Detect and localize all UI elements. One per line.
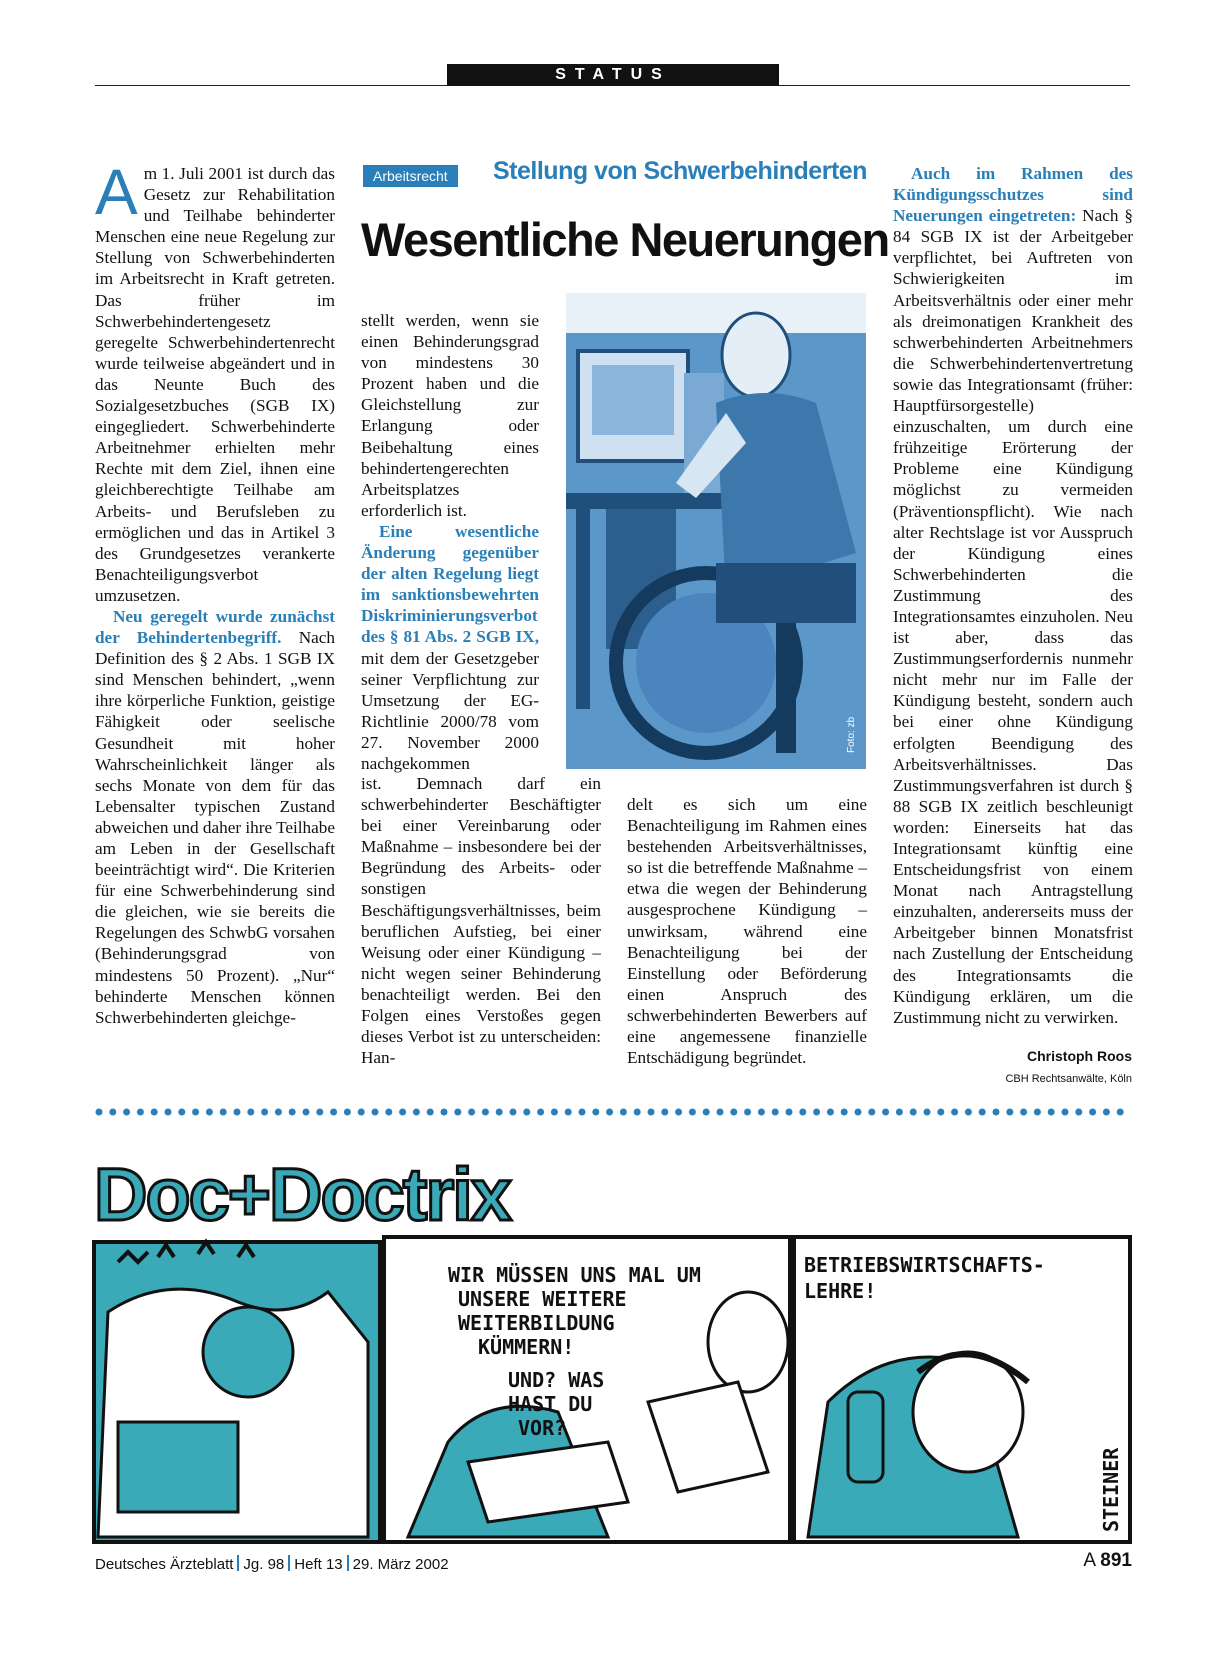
lead-in-highlight: Neu geregelt wurde zunächst der Behindertenbegriff.	[95, 606, 335, 648]
text-column-2-lower	[361, 773, 601, 1068]
paragraph-text: delt es sich um eine Benachteiligung im Rahmen eines bestehenden Arbeitsverhältnisses, so ist die betreffende Maßnahme – etwa die wegen der Behinderung ausgesprochene Kündigung – unwirksam, während eine Benachteiligung bei der Einstellung oder Beförderung einen Anspruch des schwerbehinderten Bewerbers auf eine angemessene finanzielle Entschädigung begründet.	[627, 795, 867, 1068]
dotted-separator	[95, 1107, 1130, 1117]
footer-separator	[237, 1555, 239, 1571]
footer-separator	[288, 1555, 290, 1571]
footer-citation	[95, 1555, 449, 1573]
text-column-2	[361, 310, 539, 774]
speech-bubble-line: UNSERE WEITERE	[458, 1287, 627, 1311]
text-column-4	[893, 163, 1133, 1028]
section-label: STATUS	[447, 64, 779, 86]
cartoon-panel-2	[384, 1237, 790, 1542]
issue-date: 29. März 2002	[352, 1556, 449, 1573]
author-name: Christoph Roos	[1027, 1048, 1132, 1064]
speech-bubble-line: WEITERBILDUNG	[458, 1311, 615, 1335]
kicker-title: Stellung von Schwerbehinderten	[493, 157, 867, 185]
article-title: Wesentliche Neuerungen	[361, 213, 889, 266]
text-column-1	[95, 156, 335, 1028]
volume: Jg. 98	[243, 1556, 285, 1573]
speech-bubble-line: HAST DU	[508, 1392, 593, 1416]
issue: Heft 13	[294, 1556, 343, 1573]
page-number	[1083, 1550, 1132, 1572]
speech-bubble-line: KÜMMERN!	[478, 1335, 575, 1359]
author-affiliation: CBH Rechtsanwälte, Köln	[1005, 1073, 1132, 1085]
speech-bubble-line: UND? WAS	[508, 1368, 605, 1392]
journal-name: Deutsches Ärzteblatt	[95, 1556, 234, 1573]
speech-bubble-line: WIR MÜSSEN UNS MAL UM	[448, 1263, 701, 1287]
speech-bubble-line: BETRIEBSWIRTSCHAFTS-	[804, 1253, 1045, 1277]
lead-in-highlight: Eine wesentliche Änderung gegenüber der alten Regelung liegt im sanktionsbewehrten Diskriminierungsverbot des § 81 Abs. 2 SGB IX,	[361, 521, 539, 647]
intro-paragraph: m 1. Juli 2001 ist durch das Gesetz zur Rehabilitation und Teilhabe behinderter Menschen eine neue Regelung zur Stellung von Schwerbehinderten im Arbeitsrecht in Kraft getreten. Das früher im Schwerbehindertengesetz geregelte Schwerbehindertenrecht wurde teilweise abgeändert und in das Neunte Buch des Sozialgesetzbuches (SGB IX) eingegliedert. Schwerbehinderte Arbeitnehmer erhielten mehr Rechte mit dem Ziel, ihnen eine gleichberechtigte Teilhabe am Arbeits- und Berufsleben zu ermöglichen und das in Artikel 3 des Grundgesetzes verankerte Benachteiligungsverbot umzusetzen.	[95, 164, 335, 605]
paragraph-text: Nach § 84 SGB IX ist der Arbeitgeber verpflichtet, bei Auftreten von Schwierigkeiten im Arbeitsverhältnis oder einer mehr als dreimonatigen Krankheit des schwerbehinderten Arbeitnehmers die Schwerbehindertenvertretung sowie das Integrationsamt (früher: Hauptfürsorgestelle) einzuschalten, um durch eine frühzeitige Erörterung der Probleme eine Kündigung möglichst zu vermeiden (Präventionspflicht). Wie nach alter Rechtslage ist vor Ausspruch der Kündigung eines Schwerbehinderten die Zustimmung des Integrationsamtes einzuholen. Neu ist aber, dass das Zustimmungserfordernis nunmehr nicht mehr nur im Falle der Kündigung besteht, sondern auch bei einer ohne Kündigung erfolgten Beendigung des Arbeitsverhältnisses. Das Zustimmungsverfahren ist durch § 88 SGB IX zeitlich beschleunigt worden: Einerseits hat das Integrationsamt künftig eine Entscheidungsfrist von einem Monat nach Antragstellung einzuhalten, andererseits muss der Arbeitgeber binnen Monatsfrist nach Zustellung der Entscheidung des Integrationsamts die Kündigung erklären, um die Zustimmung nicht zu verwirken.	[893, 206, 1134, 1027]
photo-credit: Foto: zb	[846, 716, 857, 753]
cartoon-title: Doc+Doctrix	[94, 1153, 510, 1236]
paragraph-text: mit dem der Gesetzgeber seiner Verpflichtung zur Umsetzung der EG-Richtlinie 2000/78 vom 27. November 2000 nachgekommen	[361, 648, 539, 773]
lead-in-highlight: Auch im Rahmen des Kündigungsschutzes sind Neuerungen eingetreten:	[893, 164, 1133, 226]
footer-separator	[347, 1555, 349, 1571]
page-prefix: A	[1083, 1550, 1096, 1571]
rubric-badge: Arbeitsrecht	[363, 165, 458, 187]
speech-bubble-line: VOR?	[518, 1416, 567, 1440]
cartoonist-signature: STEINER	[1099, 1447, 1123, 1532]
cartoon-strip	[88, 1142, 1136, 1552]
cartoon-panel-1	[94, 1242, 380, 1542]
text-column-3	[627, 794, 867, 1068]
page-number-value: 891	[1100, 1550, 1132, 1571]
cartoon-panel-3	[794, 1237, 1130, 1542]
speech-bubble-line: LEHRE!	[804, 1279, 877, 1303]
paragraph-text: stellt werden, wenn sie einen Behinderungsgrad von mindestens 30 Prozent haben und die Gleichstellung zur Erlangung oder Beibehaltung eines behindertengerechten Arbeitsplatzes erforderlich ist.	[361, 311, 539, 520]
paragraph-text: Nach Definition des § 2 Abs. 1 SGB IX sind Menschen behindert, „wenn ihre körperliche Funktion, geistige Fähigkeit oder seelische Gesundheit mit hoher Wahrscheinlichkeit länger als sechs Monate von dem für das Lebensalter typischen Zustand abweichen und daher ihre Teilhabe am Leben in der Gesellschaft beeinträchtigt wird“. Die Kriterien für eine Schwerbehinderung sind die gleichen, wie sie bereits die Regelungen des SchwbG vorsahen (Behinderungsgrad von mindestens 50 Prozent). „Nur“ behinderte Menschen können Schwerbehinderten gleichge-	[95, 628, 335, 1027]
paragraph-text: ist. Demnach darf ein schwerbehinderter Beschäftigter bei einer Vereinbarung oder Maßnahme – insbesondere bei der Begründung des Arbeits- oder sonstigen Beschäftigungsverhältnisses, beim beruflichen Aufstieg, bei einer Weisung oder einer Kündigung – nicht wegen seiner Behinderung benachteiligt werden. Bei den Folgen eines Verstoßes gegen dieses Verbot ist zu unterscheiden: Han-	[361, 774, 601, 1068]
photo-wheelchair-user-at-computer	[566, 293, 866, 769]
drop-cap: A	[95, 156, 138, 228]
